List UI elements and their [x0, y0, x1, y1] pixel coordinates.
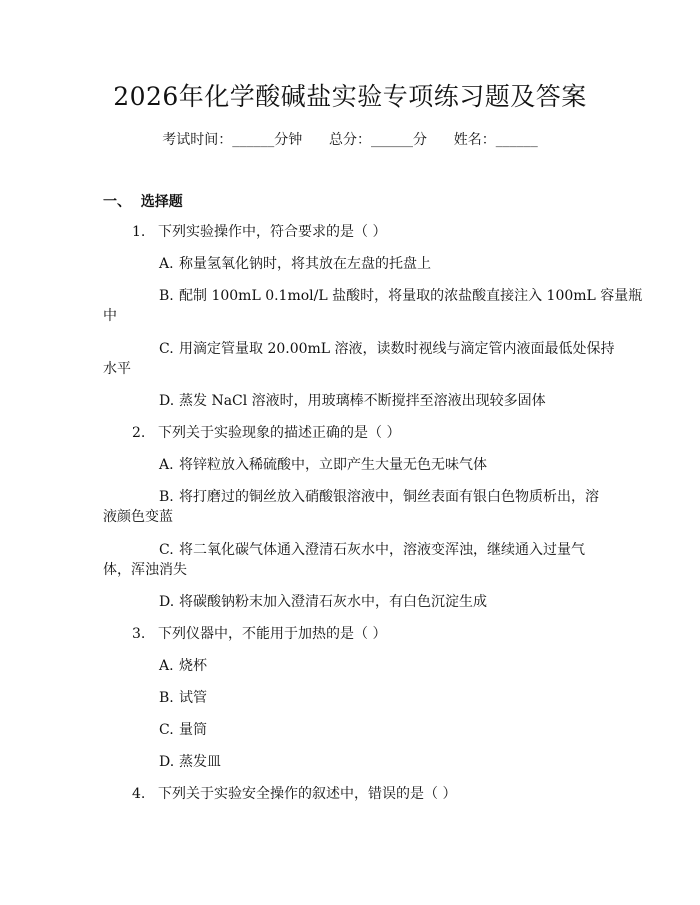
question-stem: 下列关于实验安全操作的叙述中，错误的是（ ） [158, 786, 457, 802]
option-3b [159, 688, 207, 708]
option-text: 蒸发 NaCl 溶液时，用玻璃棒不断搅拌至溶液出现较多固体 [179, 393, 546, 409]
option-text: 将锌粒放入稀硫酸中，立即产生大量无色无味气体 [179, 457, 487, 473]
option-text: 将二氧化碳气体通入澄清石灰水中，溶液变浑浊，继续通入过量气 [179, 542, 585, 558]
option-text: 将打磨过的铜丝放入硝酸银溶液中，铜丝表面有银白色物质析出，溶 [179, 489, 599, 505]
option-1c-continuation: 水平 [103, 361, 131, 377]
option-letter: C. [159, 542, 174, 558]
option-2a [159, 455, 487, 475]
option-2d [159, 592, 487, 612]
option-letter: A. [159, 256, 174, 272]
option-2c [159, 540, 585, 560]
option-text: 烧杯 [179, 658, 207, 674]
option-1a [159, 254, 431, 274]
option-letter: A. [159, 658, 174, 674]
option-text: 配制 100mL 0.1mol/L 盐酸时，将量取的浓盐酸直接注入 100mL 容量瓶 [179, 288, 643, 304]
question-2 [132, 423, 400, 443]
question-number: 2. [132, 425, 146, 441]
option-letter: C. [159, 722, 174, 738]
option-letter: B. [159, 690, 174, 706]
option-1b [159, 286, 642, 306]
option-text: 量筒 [179, 722, 207, 738]
option-3a [159, 656, 207, 676]
option-2c-continuation: 体，浑浊消失 [103, 562, 187, 578]
option-text: 将碳酸钠粉末加入澄清石灰水中，有白色沉淀生成 [179, 594, 487, 610]
option-letter: D. [159, 754, 175, 770]
option-text: 蒸发皿 [179, 754, 221, 770]
page-title: 2026年化学酸碱盐实验专项练习题及答案 [113, 82, 587, 111]
question-stem: 下列关于实验现象的描述正确的是（ ） [158, 425, 401, 441]
option-letter: D. [159, 393, 175, 409]
option-letter: C. [159, 341, 174, 357]
option-text: 用滴定管量取 20.00mL 溶液，读数时视线与滴定管内液面最低处保持 [179, 341, 615, 357]
option-letter: B. [159, 288, 174, 304]
option-letter: A. [159, 457, 174, 473]
question-number: 4. [132, 786, 146, 802]
option-2b [159, 487, 599, 507]
question-number: 1. [132, 224, 146, 240]
option-text: 称量氢氧化钠时，将其放在左盘的托盘上 [179, 256, 431, 272]
option-1c [159, 339, 615, 359]
option-3d [159, 752, 221, 772]
option-2b-continuation: 液颜色变蓝 [103, 509, 173, 525]
option-text: 试管 [179, 690, 207, 706]
question-stem: 下列实验操作中，符合要求的是（ ） [158, 224, 387, 240]
question-3 [132, 624, 386, 644]
option-1d [159, 391, 546, 411]
option-3c [159, 720, 207, 740]
option-letter: D. [159, 594, 175, 610]
question-1 [132, 222, 386, 242]
option-1b-continuation: 中 [103, 308, 117, 324]
question-stem: 下列仪器中，不能用于加热的是（ ） [158, 626, 387, 642]
section-heading: 一、 选择题 [103, 194, 183, 210]
question-number: 3. [132, 626, 146, 642]
exam-info-line: 考试时间：______分钟 总分：______分 姓名：______ [162, 132, 538, 148]
question-4 [132, 784, 456, 804]
option-letter: B. [159, 489, 174, 505]
